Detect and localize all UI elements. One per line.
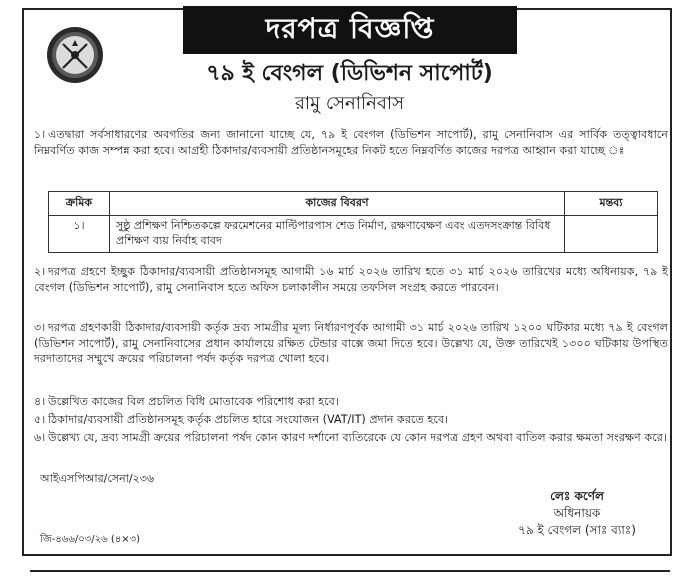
- paragraph-5: ৫। ঠিকাদার/ব্যবসায়ী প্রতিষ্ঠানসমূহ কর্তৃক প্রচলিত হারে সংযোজন (VAT/IT) প্রদান করতে হবে।: [34, 413, 449, 426]
- signatory-unit: ৭৯ ই বেংগল (সাঃ ব্যাঃ): [518, 523, 636, 537]
- cell-serial: ১।: [49, 216, 110, 253]
- signature-block: [507, 488, 647, 539]
- signatory-designation: অধিনায়ক: [553, 506, 601, 520]
- reference-number: আইএসপিআর/সেনা/২৩৬: [40, 472, 155, 485]
- table-row: [49, 216, 658, 253]
- col-description: কাজের বিবরণ: [110, 192, 565, 216]
- next-notice-border: [30, 570, 670, 572]
- cell-remarks: [565, 216, 658, 253]
- paragraph-2: ২। দরপত্র গ্রহণে ইচ্ছুক ঠিকাদার/ব্যবসায়ী প্রতিষ্ঠানসমূহ আগামী ১৬ মার্চ ২০২৬ তারিখ হতে ৩১ মার্চ ২০২৬ তারিখের মধ্যে অধিনায়ক, ৭৯ ই বেংগল (ডিভিশন সাপোর্ট), রামু সেনানিবাস হতে অফিস চলাকালীন সময়ে তফসিল সংগ্রহ করতে পারবেন।: [34, 265, 668, 294]
- paragraph-3: ৩। দরপত্র গ্রহণকারী ঠিকাদার/ব্যবসায়ী কর্তৃক দ্রব্য সামগ্রীর মূল্য নির্ধারণপূর্বক আগামী ৩১ মার্চ ২০২৬ তারিখ ১২০০ ঘটিকার মধ্যে ৭৯ ই বেংগল (ডিভিশন সাপোর্ট), রামু সেনানিবাসের প্রধান কার্যালয়ে রক্ষিত টেন্ডার বাক্সে জমা দিতে হবে। উল্লেখ্য যে, উক্ত তারিখেই ১৩০০ ঘটিকায় উপস্থিত দরদাতাদের সম্মুখে ক্রয়ের পরিচালনা পর্ষদ কর্তৃক দরপত্র খোলা হবে।: [34, 321, 668, 366]
- cell-description: সুষ্ঠু প্রশিক্ষণ নিশ্চিতকল্পে ফরমেশনের মাল্টিপারপাস শেড নির্মাণ, রক্ষণাবেক্ষণ এবং এতদসংক্রান্ত বিবিধ প্রশিক্ষণ ব্যয় নির্বাহ বাবদ: [110, 216, 565, 253]
- signatory-rank: লেঃ কর্ণেল: [550, 489, 604, 503]
- g-number: জি-৪৬৬/০৩/২৬ (৪×৩): [40, 534, 141, 545]
- col-remarks: মন্তব্য: [565, 192, 658, 216]
- notice-title: দরপত্র বিজ্ঞপ্তি: [183, 6, 517, 54]
- paragraph-1: ১। এতদ্বারা সর্বসাধারণের অবগতির জন্য জানানো যাচ্ছে যে, ৭৯ ই বেংগল (ডিভিশন সাপোর্ট), রামু সেনানিবাস এর সার্বিক তত্ত্বাবধানে নিম্নবর্ণিত কাজ সম্পন্ন করা হবে। আগ্রহী ঠিকাদার/ব্যবসায়ী প্রতিষ্ঠানসমূহের নিকট হতে নিম্নবর্ণিত কাজের দরপত্র আহ্বান করা যাচ্ছে ঃ: [34, 128, 668, 157]
- unit-heading: ৭৯ ই বেংগল (ডিভিশন সাপোর্ট): [206, 61, 493, 86]
- paragraph-6: ৬। উল্লেখ্য যে, দ্রব্য সামগ্রী ক্রয়ের পরিচালনা পর্ষদ কোন কারণ দর্শানো ব্যতিরেকে যে কোন দরপত্র গ্রহণ অথবা বাতিল করার ক্ষমতা সংরক্ষণ করে।: [34, 431, 667, 444]
- paragraph-4: ৪। উল্লেখিত কাজের বিল প্রচলিত বিধি মোতাবেক পরিশোধ করা হবে।: [34, 395, 339, 408]
- work-table: [48, 191, 658, 253]
- col-serial: ক্রমিক: [49, 192, 110, 216]
- location-heading: রামু সেনানিবাস: [294, 93, 405, 114]
